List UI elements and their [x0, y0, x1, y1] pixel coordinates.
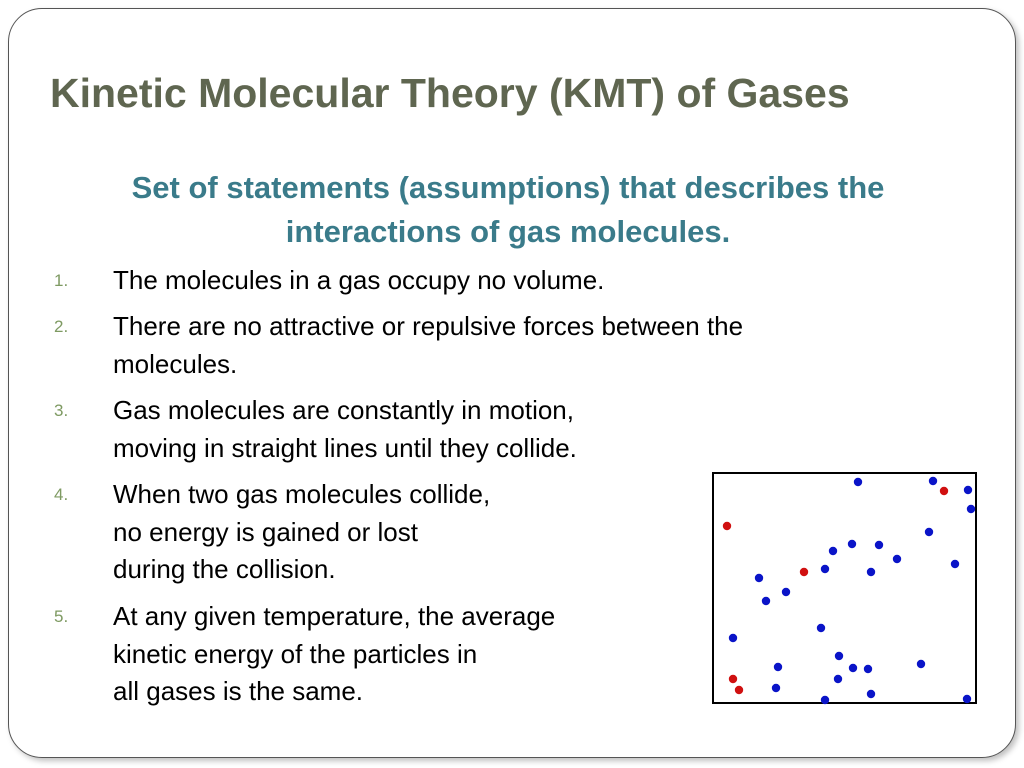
- blue-molecule: [925, 528, 933, 536]
- blue-molecule: [834, 675, 842, 683]
- blue-molecule: [817, 624, 825, 632]
- list-number: 4.: [54, 485, 69, 504]
- blue-molecule: [867, 690, 875, 698]
- blue-molecule: [772, 684, 780, 692]
- blue-molecule: [964, 486, 972, 494]
- gas-molecules-diagram: [712, 472, 977, 704]
- list-text: When two gas molecules collide, no energy is gained or lost during the collision.: [113, 479, 491, 584]
- red-molecule: [735, 686, 743, 694]
- blue-molecule: [875, 541, 883, 549]
- blue-molecule: [917, 660, 925, 668]
- blue-molecule: [929, 477, 937, 485]
- list-text: There are no attractive or repulsive forces between the molecules.: [113, 311, 744, 379]
- blue-molecule: [848, 540, 856, 548]
- blue-molecule: [867, 568, 875, 576]
- blue-molecule: [821, 565, 829, 573]
- blue-molecule: [755, 574, 763, 582]
- blue-molecule: [835, 652, 843, 660]
- blue-molecule: [782, 588, 790, 596]
- list-number: 2.: [54, 317, 69, 336]
- blue-molecule: [864, 665, 872, 673]
- list-number: 1.: [54, 271, 69, 290]
- list-text: The molecules in a gas occupy no volume.: [113, 265, 605, 295]
- blue-molecule: [951, 560, 959, 568]
- blue-molecule: [963, 695, 971, 703]
- list-number: 5.: [54, 607, 69, 626]
- slide-title: Kinetic Molecular Theory (KMT) of Gases: [50, 70, 850, 116]
- red-molecule: [723, 522, 731, 530]
- list-text: At any given temperature, the average kinetic energy of the particles in all gases is the same.: [113, 601, 556, 706]
- molecules-svg: [714, 474, 979, 706]
- red-molecule: [800, 568, 808, 576]
- list-number: 3.: [54, 401, 69, 420]
- blue-molecule: [967, 505, 975, 513]
- blue-molecule: [849, 664, 857, 672]
- blue-molecule: [854, 478, 862, 486]
- list-text: Gas molecules are constantly in motion, moving in straight lines until they collide.: [113, 395, 577, 463]
- red-molecule: [940, 487, 948, 495]
- slide-subtitle: Set of statements (assumptions) that describes the interactions of gas molecules.: [131, 170, 885, 249]
- blue-molecule: [893, 555, 901, 563]
- red-molecule: [729, 675, 737, 683]
- blue-molecule: [774, 663, 782, 671]
- blue-molecule: [821, 696, 829, 704]
- blue-molecule: [762, 597, 770, 605]
- blue-molecule: [829, 547, 837, 555]
- blue-molecule: [729, 634, 737, 642]
